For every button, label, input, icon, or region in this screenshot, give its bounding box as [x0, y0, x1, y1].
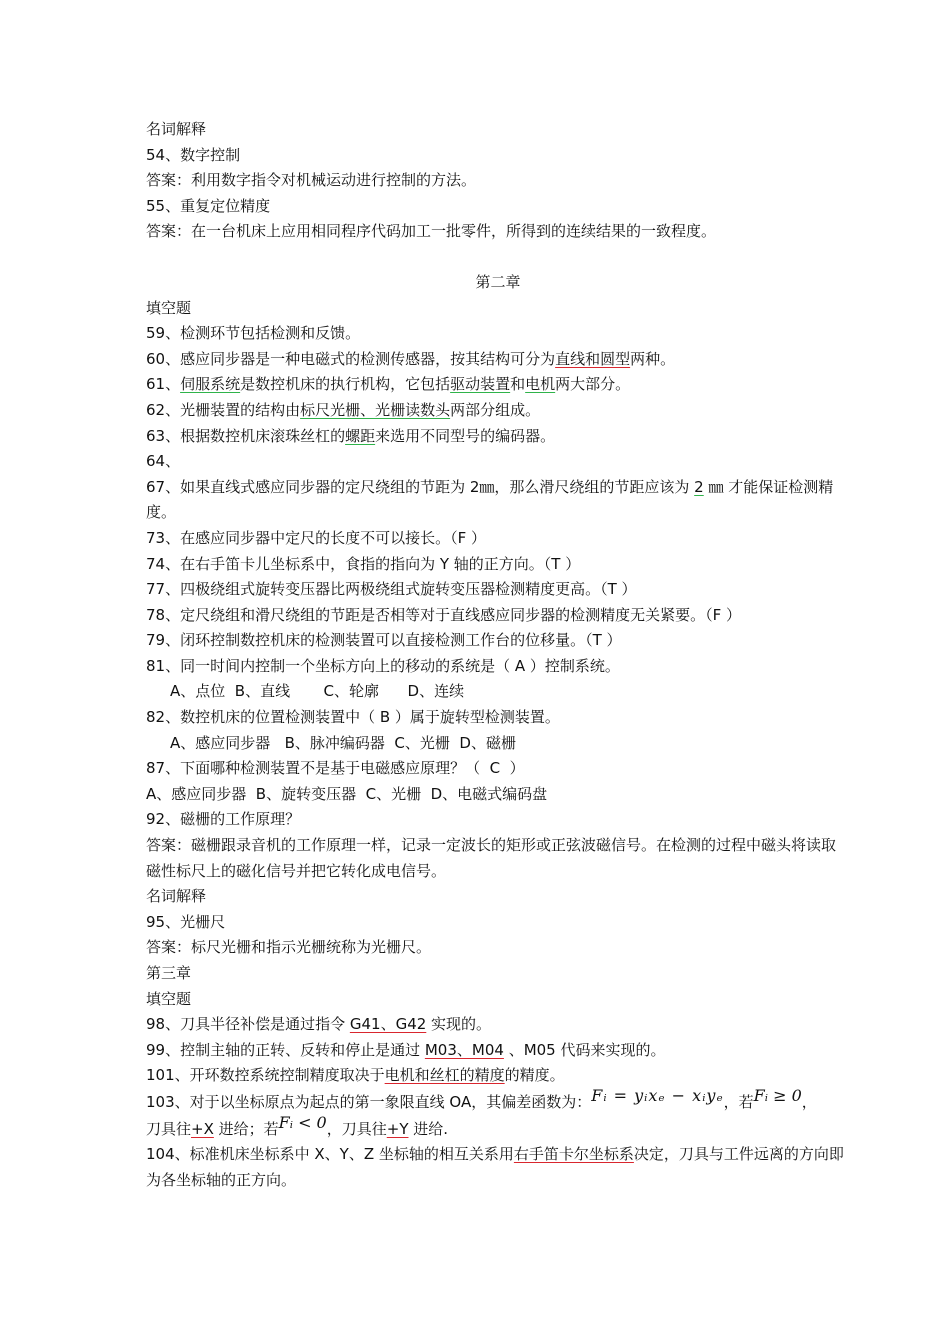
question-82: 82、数控机床的位置检测装置中（ B ）属于旋转型检测装置。	[146, 708, 560, 727]
question-60	[146, 347, 850, 373]
question-74: 74、在右手笛卡儿坐标系中，食指的指向为 Y 轴的正方向。（T ）	[146, 554, 581, 573]
options-82: A、感应同步器 B、脉冲编码器 C、光栅 D、磁栅	[170, 733, 516, 752]
answer-underlined: M03、M04	[424, 1040, 504, 1059]
question-text: 67、如果直线式感应同步器的定尺绕组的节距为 2㎜，那么滑尺绕组的节距应该为	[146, 477, 695, 496]
question-text: 是数控机床的执行机构，它包括	[240, 375, 451, 394]
answer-underlined: 标尺光栅、光栅读数头	[300, 400, 451, 419]
options-87: A、感应同步器 B、旋转变压器 C、光栅 D、电磁式编码盘	[146, 784, 548, 803]
question-54: 54、数字控制	[146, 145, 241, 164]
question-61	[146, 372, 850, 398]
spacer	[146, 245, 850, 270]
question-text: 98、刀具半径补偿是通过指令	[146, 1015, 350, 1034]
answer-underlined: 螺距	[345, 426, 376, 445]
answer-underlined: 2	[694, 477, 704, 496]
answer-underlined: 右手笛卡尔坐标系	[513, 1145, 634, 1164]
answer-54: 答案：利用数字指令对机械运动进行控制的方法。	[146, 171, 477, 190]
answer-underlined: 驱动装置	[450, 375, 511, 394]
question-text: 两种。	[630, 349, 676, 368]
question-text: 和	[510, 375, 526, 394]
question-59: 59、检测环节包括检测和反馈。	[146, 324, 361, 343]
answer-underlined: 伺服系统	[180, 375, 241, 394]
question-text: 进给.	[408, 1119, 449, 1138]
answer-underlined: +Y	[386, 1119, 409, 1138]
question-text: 104、标准机床坐标系中 X、Y、Z 坐标轴的相互关系用	[146, 1145, 514, 1164]
question-99	[146, 1038, 850, 1064]
question-104	[146, 1142, 850, 1193]
question-text: ，若	[723, 1092, 754, 1111]
question-95: 95、光栅尺	[146, 912, 226, 931]
question-text: 62、光栅装置的结构由	[146, 400, 301, 419]
answer-55: 答案：在一台机床上应用相同程序代码加工一批零件，所得到的连续结果的一致程度。	[146, 222, 717, 241]
question-92: 92、磁栅的工作原理？	[146, 810, 301, 829]
condition-formula: Fᵢ ≥ 0	[753, 1085, 802, 1105]
question-87: 87、下面哪种检测装置不是基于电磁感应原理？（ C ）	[146, 759, 525, 778]
question-text: 决定，刀具与工件远离的方向即为各坐标轴的正方向。	[146, 1145, 844, 1189]
section-heading: 名词解释	[146, 120, 207, 138]
question-text: 101、开环数控系统控制精度取决于	[146, 1066, 385, 1085]
question-81: 81、同一时间内控制一个坐标方向上的移动的系统是（ A ）控制系统。	[146, 656, 620, 675]
question-text: 103、对于以坐标原点为起点的第一象限直线 OA，其偏差函数为：	[146, 1092, 592, 1111]
answer-underlined: 电机和丝杠的精度	[384, 1066, 505, 1085]
question-62	[146, 398, 850, 424]
question-73: 73、在感应同步器中定尺的长度不可以接长。（F ）	[146, 528, 486, 547]
question-text: 99、控制主轴的正转、反转和停止是通过	[146, 1040, 425, 1059]
question-text: 63、根据数控机床滚珠丝杠的	[146, 426, 346, 445]
fill-blank-heading: 填空题	[146, 298, 192, 317]
question-text: ，刀具往	[326, 1119, 387, 1138]
answer-underlined: G41、G42	[349, 1015, 427, 1034]
answer-underlined: 直线和圆型	[555, 349, 631, 368]
question-55: 55、重复定位精度	[146, 196, 271, 215]
question-text: 来选用不同型号的编码器。	[375, 426, 556, 445]
answer-underlined: 电机	[525, 375, 556, 394]
fill-blank-heading: 填空题	[146, 989, 192, 1008]
question-101	[146, 1063, 850, 1089]
question-63	[146, 424, 850, 450]
question-text: 的精度。	[504, 1066, 565, 1085]
question-text: 两部分组成。	[450, 400, 541, 419]
options-81: A、点位 B、直线 C、轮廓 D、连续	[170, 682, 465, 701]
chapter-3-title: 第三章	[146, 964, 192, 982]
question-78: 78、定尺绕组和滑尺绕组的节距是否相等对于直线感应同步器的检测精度无关紧要。（F ）	[146, 605, 741, 624]
question-text: ，	[801, 1092, 817, 1111]
answer-92: 答案：磁栅跟录音机的工作原理一样，记录一定波长的矩形或正弦波磁信号。在检测的过程中磁头将读取磁性标尺上的磁化信号并把它转化成电信号。	[146, 836, 837, 880]
question-text: 进给；若	[213, 1119, 279, 1138]
question-98	[146, 1012, 850, 1038]
document-content	[146, 117, 850, 1193]
question-103	[146, 1085, 850, 1116]
question-103-line-2	[146, 1112, 850, 1143]
answer-underlined: +X	[191, 1119, 214, 1138]
question-text: 两大部分。	[555, 375, 631, 394]
question-text: 60、感应同步器是一种电磁式的检测传感器，按其结构可分为	[146, 349, 556, 368]
question-text: ㎜ 才能保证检测精度。	[146, 477, 834, 522]
term-heading: 名词解释	[146, 887, 207, 906]
question-text: 刀具往	[146, 1119, 192, 1138]
condition-formula: Fᵢ < 0	[278, 1112, 327, 1132]
question-79: 79、闭环控制数控机床的检测装置可以直接检测工作台的位移量。（T ）	[146, 631, 622, 650]
question-text: 61、	[146, 375, 181, 394]
question-64: 64、	[146, 452, 181, 471]
question-text: 、M05 代码来实现的。	[503, 1040, 666, 1059]
question-67	[146, 475, 850, 526]
chapter-2-title: 第二章	[475, 272, 521, 291]
deviation-formula: Fᵢ = yᵢxₑ − xᵢyₑ	[591, 1085, 724, 1105]
question-77: 77、四极绕组式旋转变压器比两极绕组式旋转变压器检测精度更高。（T ）	[146, 580, 637, 599]
question-text: 实现的。	[426, 1015, 492, 1034]
answer-95: 答案：标尺光栅和指示光栅统称为光栅尺。	[146, 938, 432, 957]
